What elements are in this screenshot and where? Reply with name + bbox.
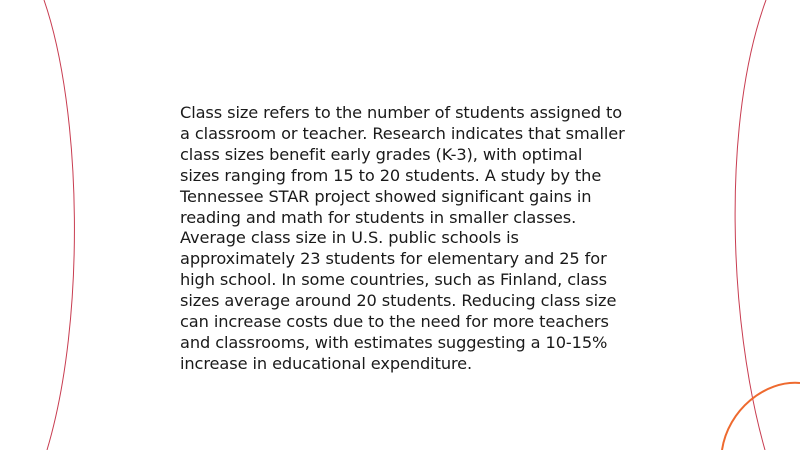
body-paragraph: Class size refers to the number of students assigned to a classroom or teacher. Research indicates that smaller class sizes benefit early grades (K-3), with optimal sizes ranging from 15 to 20 students. A study by the Tennessee STAR project showed significant gains in reading and math for students in smaller classes. Average class size in U.S. public schools is approximately 23 students for elementary and 25 for high school. In some countries, such as Finland, class sizes average around 20 students. Reducing class size can increase costs due to the need for more teachers and classrooms, with estimates suggesting a 10-15% increase in educational expenditure. xyxy=(180,103,625,373)
orange-circle-arc xyxy=(722,383,800,450)
left-arc-line xyxy=(44,0,74,450)
right-arc-line xyxy=(735,0,766,450)
